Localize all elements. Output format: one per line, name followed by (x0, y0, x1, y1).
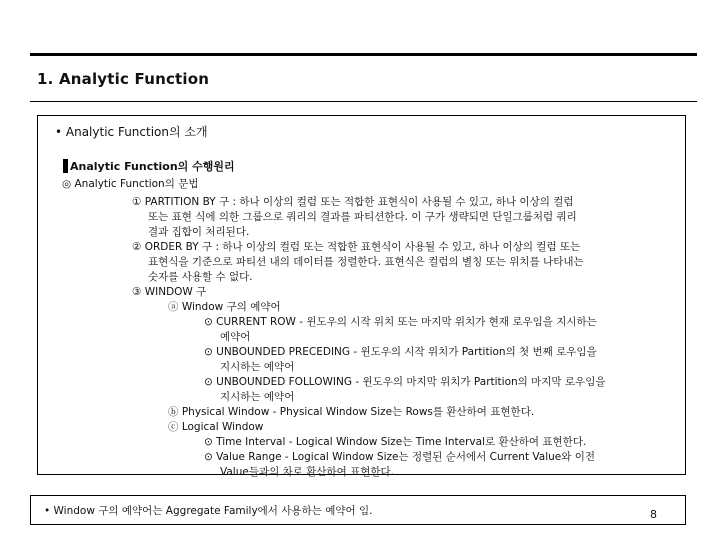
body-line: 예약어 (220, 331, 251, 343)
body-line: ⓐ Window 구의 예약어 (168, 301, 281, 313)
body-line: ⊙ UNBOUNDED FOLLOWING - 윈도우의 마지막 위치가 Partition의 마지막 로우임을 (204, 376, 606, 388)
top-divider (30, 53, 697, 56)
section-marker (63, 159, 68, 173)
body-line: Value들과의 차로 환산하여 표현한다. (220, 466, 395, 478)
subtitle: • Analytic Function의 소개 (55, 125, 208, 139)
footer-note: • Window 구의 예약어는 Aggregate Family에서 사용하는 예약어 임. (44, 505, 373, 517)
body-line: 지시하는 예약어 (220, 361, 295, 373)
body-line: ⊙ UNBOUNDED PRECEDING - 윈도우의 시작 위치가 Partition의 첫 번째 로우임을 (204, 346, 597, 358)
body-line: ⓑ Physical Window - Physical Window Size는 Rows를 환산하여 표현한다. (168, 406, 535, 418)
title-divider (30, 101, 697, 102)
body-line: 또는 표현 식에 의한 그룹으로 쿼리의 결과를 파티션한다. 이 구가 생략되면 단일그룹처럼 쿼리 (148, 211, 577, 223)
body-line: ③ WINDOW 구 (132, 286, 207, 298)
page-number: 8 (650, 508, 657, 521)
body-line: ① PARTITION BY 구 : 하나 이상의 컬럼 또는 적합한 표현식이 사용될 수 있고, 하나 이상의 컬럼 (132, 196, 574, 208)
page-title: 1. Analytic Function (37, 70, 210, 88)
body-line: ⊙ Time Interval - Logical Window Size는 Time Interval로 환산하여 표현한다. (204, 436, 587, 448)
body-line: 결과 집합이 처리된다. (148, 226, 250, 238)
body-line: ⊙ CURRENT ROW - 윈도우의 시작 위치 또는 마지막 위치가 현재 로우임을 지시하는 (204, 316, 597, 328)
section-heading: Analytic Function의 수행원리 (70, 160, 235, 173)
body-line: 지시하는 예약어 (220, 391, 295, 403)
body-line: ⓒ Logical Window (168, 421, 264, 433)
body-line: 표현식을 기준으로 파티션 내의 데이터를 정렬한다. 표현식은 컬럼의 별칭 또는 위치를 나타내는 (148, 256, 584, 268)
body-line: ② ORDER BY 구 : 하나 이상의 컬럼 또는 적합한 표현식이 사용될 수 있고, 하나 이상의 컬럼 또는 (132, 241, 581, 253)
syntax-heading: ◎ Analytic Function의 문법 (62, 178, 199, 190)
body-line: 숫자를 사용할 수 없다. (148, 271, 253, 283)
body-line: ⊙ Value Range - Logical Window Size는 정렬된 순서에서 Current Value와 이전 (204, 451, 596, 463)
